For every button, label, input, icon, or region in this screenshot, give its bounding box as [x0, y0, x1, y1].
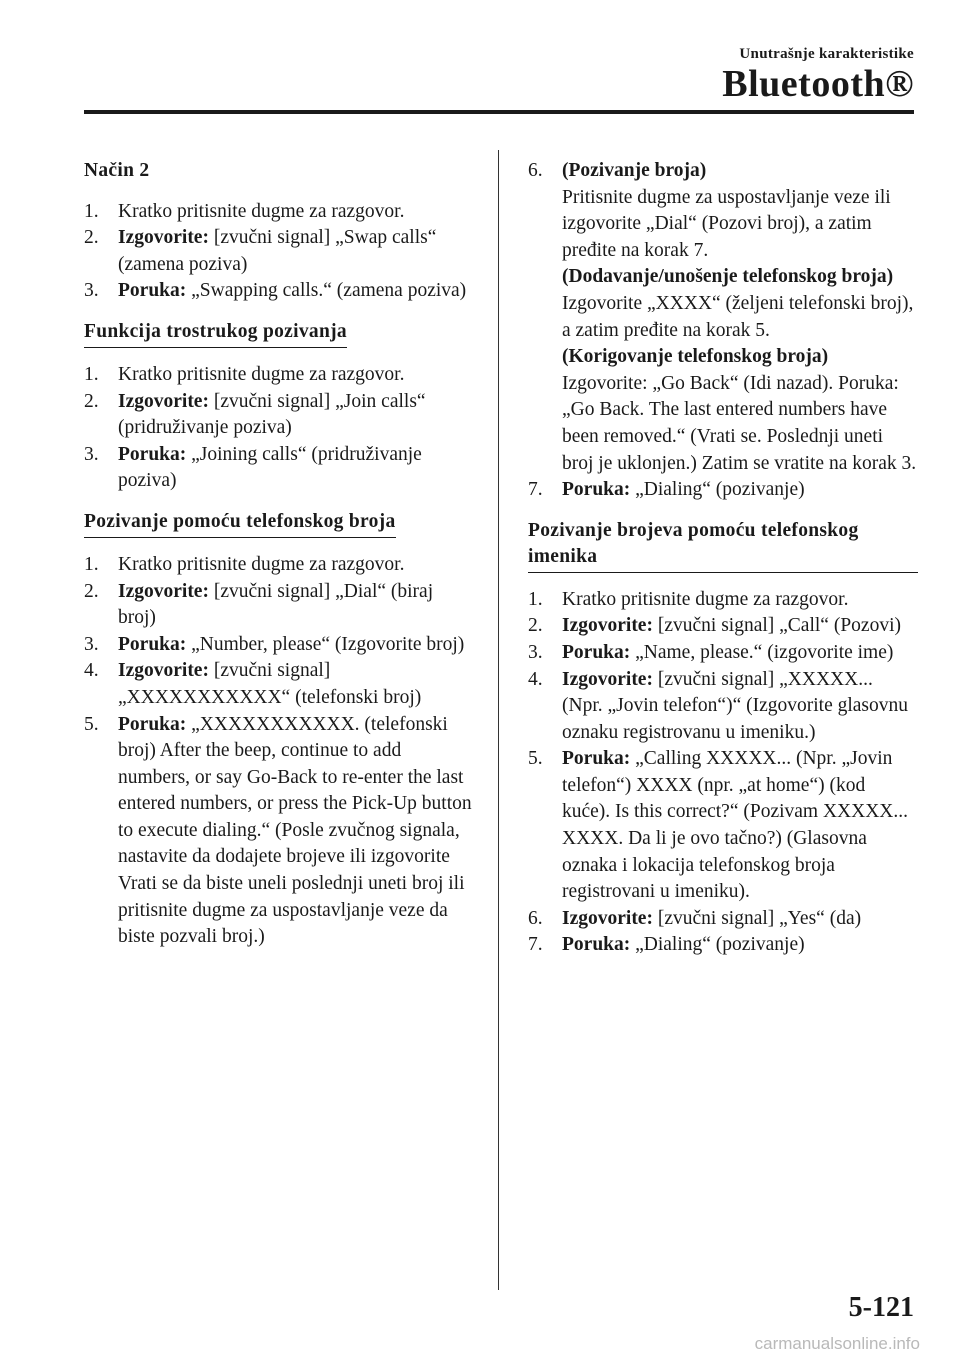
- item-number: 1.: [528, 588, 543, 610]
- list-item: [528, 477, 918, 504]
- item-text: [118, 658, 474, 711]
- item-sublabel: (Korigovanje telefonskog broja): [562, 346, 829, 368]
- item-body: [zvučni signal] „Yes“ (da): [652, 907, 862, 929]
- item-text: [562, 477, 918, 504]
- item-body: Kratko pritisnite dugme za razgovor.: [118, 363, 405, 385]
- item-body: [zvučni signal] „Join calls“ (pridruživanje poziva): [118, 390, 426, 439]
- right-column: [528, 158, 918, 973]
- list-item: [84, 362, 474, 389]
- item-body: „Calling XXXXX... (Npr. „Jovin telefon“) XXXX (npr. „at home“) (kod kuće). Is this correct?“ (Pozivam XXXXX... XXXX. Da li je ovo tačno?) (Glasovna oznaka i lokacija telefonskog broja registrovani u imeniku).: [562, 748, 909, 903]
- section-telefonski-broj: [84, 509, 474, 951]
- item-text: [118, 552, 474, 579]
- item-body: [zvučni signal] „Swap calls“ (zamena poziva): [118, 227, 437, 275]
- item-text: [562, 587, 918, 614]
- item-body: [zvučni signal] „XXXXXXXXXXX“ (telefonski broj): [118, 660, 422, 708]
- item-text: [562, 158, 918, 477]
- section-continued-steps: [528, 158, 918, 504]
- item-body: „Name, please.“ (izgovorite ime): [630, 641, 894, 663]
- list-item: [528, 746, 918, 906]
- item-text: [562, 906, 918, 933]
- item-body: „XXXXXXXXXXX. (telefonski broj) After the beep, continue to add numbers, or say Go-Back to re-enter the last entered numbers, or press the Pick-Up button to execute dialing.“ (Posle zvučnog signala, nastavite da dodajete brojeve ili izgovorite Vrati se da biste uneli poslednji uneti broj ili pritisnite dugme za uspostavljanje veze da biste pozvali broj.): [118, 713, 472, 948]
- column-divider: [498, 150, 499, 1290]
- item-body: „Dialing“ (pozivanje): [630, 934, 805, 956]
- item-text: [562, 932, 918, 959]
- list-item: [84, 552, 474, 579]
- item-text: [118, 712, 474, 951]
- item-number: 6.: [528, 907, 543, 929]
- item-label: Poruka:: [562, 479, 631, 501]
- item-body: Pritisnite dugme za uspostavljanje veze ili izgovorite „Dial“ (Pozovi broj), a zatim pređite na korak 7.: [562, 186, 891, 261]
- item-label: Poruka:: [118, 280, 187, 302]
- item-number: 5.: [528, 748, 543, 770]
- item-text: [562, 613, 918, 640]
- section-telefonski-imenik: [528, 518, 918, 959]
- list-item: [84, 199, 474, 226]
- item-number: 3.: [84, 633, 99, 655]
- item-number: 3.: [84, 280, 99, 302]
- item-text: [562, 667, 918, 747]
- item-number: 5.: [84, 713, 99, 735]
- section-title: Bluetooth®: [722, 63, 914, 105]
- item-body: Kratko pritisnite dugme za razgovor.: [562, 588, 849, 610]
- list-item: [84, 278, 474, 305]
- item-label: Poruka:: [562, 934, 631, 956]
- list-item: [528, 932, 918, 959]
- section-nacin-2: [84, 158, 474, 305]
- item-text: [118, 389, 474, 442]
- item-label: Izgovorite:: [562, 668, 653, 690]
- item-number: 4.: [528, 668, 543, 690]
- page-number: 5-121: [848, 1292, 914, 1323]
- item-body: „Number, please“ (Izgovorite broj): [186, 633, 465, 655]
- left-column: [84, 158, 474, 965]
- item-label: Poruka:: [118, 633, 187, 655]
- item-text: [118, 442, 474, 495]
- item-text: [118, 278, 474, 305]
- item-text: [118, 362, 474, 389]
- item-label: (Pozivanje broja): [562, 160, 707, 181]
- item-subbody: Izgovorite „XXXX“ (željeni telefonski broj), a zatim pređite na korak 5.: [562, 292, 914, 341]
- item-number: 1.: [84, 553, 99, 575]
- item-body: „Joining calls“ (pridruživanje poziva): [118, 443, 422, 492]
- list-item: [528, 667, 918, 747]
- subhead-trostruko: Funkcija trostrukog pozivanja: [84, 319, 347, 348]
- item-sublabel: (Dodavanje/unošenje telefonskog broja): [562, 266, 894, 288]
- chapter-title: Unutrašnje karakteristike: [739, 46, 914, 62]
- item-number: 2.: [84, 580, 99, 602]
- list-item: [528, 613, 918, 640]
- item-text: [118, 632, 474, 659]
- item-label: Poruka:: [118, 443, 187, 465]
- item-label: Izgovorite:: [118, 580, 209, 602]
- list-item: [84, 632, 474, 659]
- item-label: Izgovorite:: [562, 615, 653, 637]
- item-text: [118, 225, 474, 278]
- item-label: Izgovorite:: [118, 660, 209, 682]
- item-number: 7.: [528, 934, 543, 956]
- item-number: 7.: [528, 479, 543, 501]
- item-number: 1.: [84, 363, 99, 385]
- item-text: [562, 746, 918, 906]
- item-number: 2.: [84, 227, 99, 249]
- item-body: [zvučni signal] „Dial“ (biraj broj): [118, 580, 434, 629]
- watermark: carmanualsonline.info: [754, 1334, 920, 1353]
- item-body: [zvučni signal] „XXXXX... (Npr. „Jovin telefon“)“ (Izgovorite glasovnu oznaku registrovanu u imeniku.): [562, 668, 909, 743]
- item-number: 3.: [528, 641, 543, 663]
- item-number: 2.: [84, 390, 99, 412]
- item-number: 3.: [84, 443, 99, 465]
- subhead-telefonski-broj: Pozivanje pomoću telefonskog broja: [84, 509, 396, 538]
- item-text: [118, 199, 474, 226]
- item-subbody: Izgovorite: „Go Back“ (Idi nazad). Poruka: „Go Back. The last entered numbers have been removed.“ (Vrati se. Poslednji uneti broj je uklonjen.) Zatim se vratite na korak 3.: [562, 372, 917, 474]
- item-body: Kratko pritisnite dugme za razgovor.: [118, 200, 405, 222]
- item-number: 6.: [528, 160, 543, 181]
- item-body: „Dialing“ (pozivanje): [630, 479, 805, 501]
- item-label: Izgovorite:: [118, 390, 209, 412]
- list-item: [84, 442, 474, 495]
- item-text: [562, 640, 918, 667]
- section-trostruko-pozivanje: [84, 319, 474, 495]
- list-item: [528, 906, 918, 933]
- item-body: [zvučni signal] „Call“ (Pozovi): [652, 615, 901, 637]
- item-label: Izgovorite:: [118, 227, 209, 249]
- list-item: [528, 640, 918, 667]
- subhead-telefonski-imenik: Pozivanje brojeva pomoću telefonskog imenika: [528, 518, 918, 573]
- item-label: Poruka:: [562, 748, 631, 770]
- list-item: [84, 579, 474, 632]
- subhead-nacin-2: Način 2: [84, 160, 150, 181]
- item-number: 2.: [528, 615, 543, 637]
- item-body: „Swapping calls.“ (zamena poziva): [186, 280, 467, 302]
- item-label: Izgovorite:: [562, 907, 653, 929]
- list-item: [84, 225, 474, 278]
- item-label: Poruka:: [562, 641, 631, 663]
- list-item: [84, 712, 474, 951]
- list-item: [528, 587, 918, 614]
- list-item: [84, 389, 474, 442]
- item-number: 4.: [84, 660, 99, 682]
- item-text: [118, 579, 474, 632]
- header-rule: [84, 110, 914, 114]
- item-body: Kratko pritisnite dugme za razgovor.: [118, 553, 405, 575]
- list-item: [528, 158, 918, 477]
- item-number: 1.: [84, 200, 99, 222]
- list-item: [84, 658, 474, 711]
- item-label: Poruka:: [118, 713, 187, 735]
